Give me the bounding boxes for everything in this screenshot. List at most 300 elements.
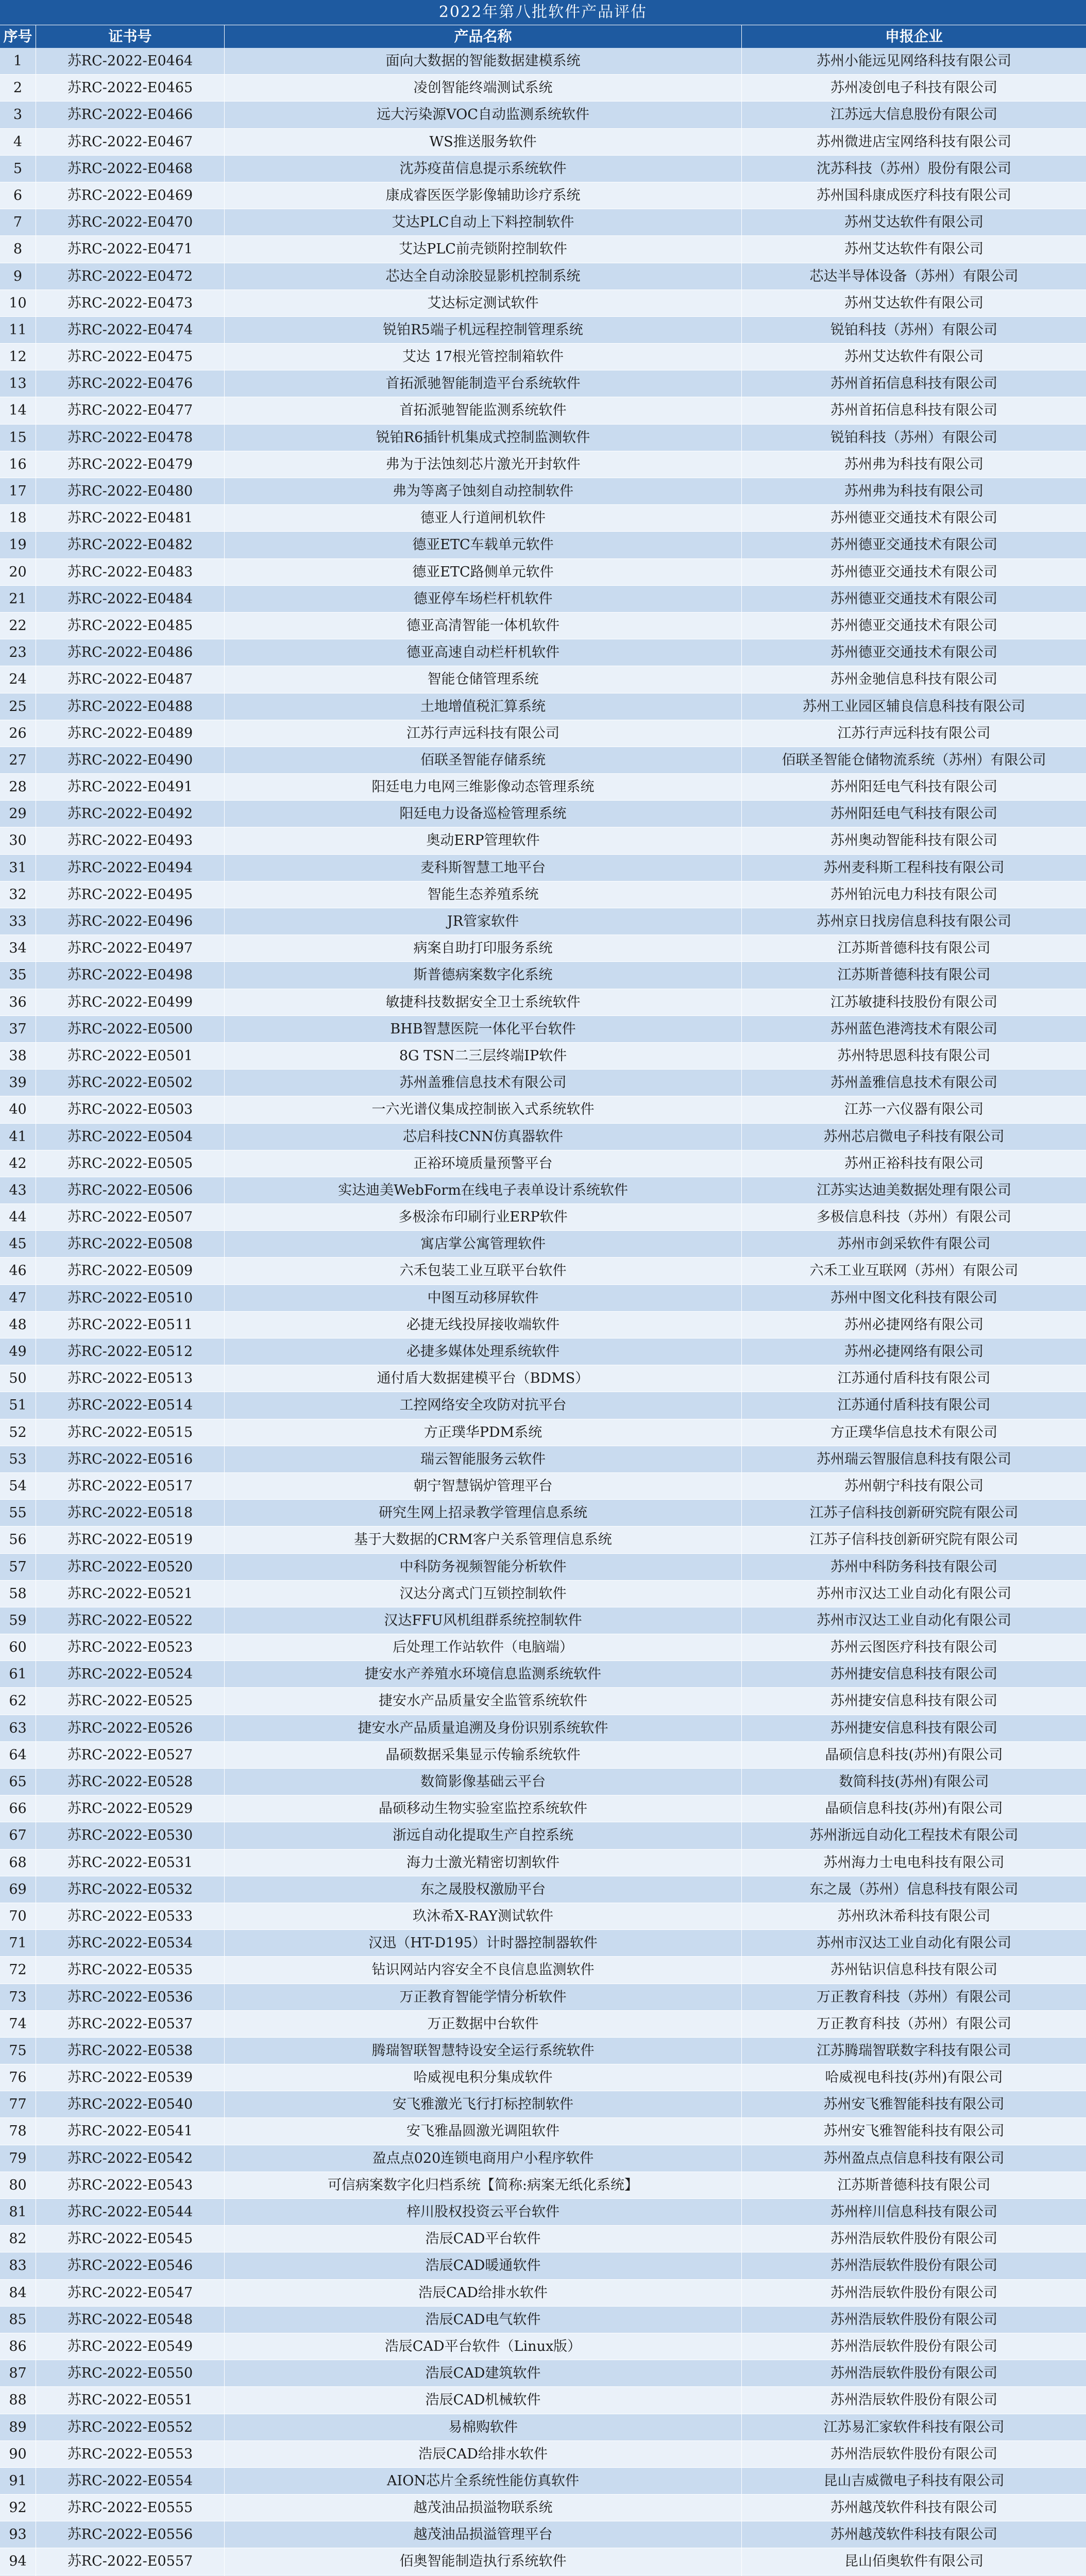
- company-name: 苏州朝宁科技有限公司: [844, 1478, 983, 1494]
- product-name: 斯普德病案数字化系统: [225, 962, 742, 988]
- row-index: 46: [0, 1258, 36, 1284]
- row-index: 37: [0, 1016, 36, 1042]
- company-name: 苏州浩辰软件股份有限公司: [830, 2446, 997, 2462]
- company-name: 苏州金驰信息科技有限公司: [830, 671, 997, 688]
- certificate-number: 苏RC-2022-E0531: [36, 1850, 225, 1876]
- row-index: 54: [0, 1473, 36, 1499]
- product-name: 必捷多媒体处理系统软件: [225, 1338, 742, 1365]
- header-product: 产品名称: [225, 25, 742, 48]
- certificate-number: 苏RC-2022-E0527: [36, 1742, 225, 1768]
- certificate-number: 苏RC-2022-E0518: [36, 1500, 225, 1526]
- table-row: [0, 2521, 1086, 2548]
- company-name: 苏州捷安信息科技有限公司: [830, 1693, 997, 1709]
- certificate-number: 苏RC-2022-E0528: [36, 1769, 225, 1795]
- product-name: 安飞雅晶圆激光调阻软件: [225, 2118, 742, 2144]
- row-index: 52: [0, 1419, 36, 1446]
- product-name: 越茂油品损溢管理平台: [225, 2521, 742, 2548]
- row-index: 43: [0, 1177, 36, 1204]
- certificate-number: 苏RC-2022-E0496: [36, 908, 225, 935]
- table-row: [0, 451, 1086, 478]
- certificate-number: 苏RC-2022-E0489: [36, 720, 225, 747]
- product-name: 易棉购软件: [225, 2414, 742, 2441]
- table-row: [0, 882, 1086, 908]
- row-index: 83: [0, 2252, 36, 2279]
- row-index: 27: [0, 747, 36, 773]
- certificate-number: 苏RC-2022-E0482: [36, 532, 225, 558]
- company-name: 苏州中科防务科技有限公司: [830, 1558, 997, 1575]
- table-row: [0, 1150, 1086, 1177]
- company-name: 数简科技(苏州)有限公司: [839, 1774, 989, 1790]
- company-name: 苏州弗为科技有限公司: [844, 483, 983, 499]
- row-index: 77: [0, 2091, 36, 2117]
- company-name: 苏州越茂软件科技有限公司: [830, 2527, 997, 2543]
- table-row: [0, 1446, 1086, 1473]
- row-index: 85: [0, 2307, 36, 2333]
- table-row: [0, 1043, 1086, 1070]
- row-index: 73: [0, 1984, 36, 2010]
- product-name: 工控网络安全攻防对抗平台: [225, 1392, 742, 1418]
- product-name: 必捷无线投屏接收端软件: [225, 1312, 742, 1338]
- table-row: [0, 1124, 1086, 1150]
- row-index: 7: [0, 209, 36, 235]
- table-row: [0, 801, 1086, 827]
- row-index: 32: [0, 882, 36, 908]
- company-name: 苏州捷安信息科技有限公司: [830, 1720, 997, 1736]
- table-row: [0, 317, 1086, 344]
- product-name: 康成睿医医学影像辅助诊疗系统: [225, 182, 742, 209]
- certificate-number: 苏RC-2022-E0500: [36, 1016, 225, 1042]
- product-name: 浩辰CAD给排水软件: [225, 2441, 742, 2467]
- certificate-number: 苏RC-2022-E0494: [36, 855, 225, 881]
- product-name: 远大污染源VOC自动监测系统软件: [225, 101, 742, 128]
- table-row: [0, 2145, 1086, 2172]
- company-name: 晶硕信息科技(苏州)有限公司: [825, 1747, 1003, 1763]
- certificate-number: 苏RC-2022-E0514: [36, 1392, 225, 1418]
- table-row: [0, 1822, 1086, 1849]
- certificate-number: 苏RC-2022-E0468: [36, 156, 225, 182]
- company-name: 苏州德亚交通技术有限公司: [830, 645, 997, 661]
- table-row: [0, 1634, 1086, 1661]
- certificate-number: 苏RC-2022-E0497: [36, 935, 225, 961]
- certificate-number: 苏RC-2022-E0533: [36, 1903, 225, 1929]
- product-name: 中科防务视频智能分析软件: [225, 1554, 742, 1580]
- table-row: [0, 1715, 1086, 1742]
- company-name: 苏州正裕科技有限公司: [844, 1155, 983, 1172]
- product-name: 土地增值税汇算系统: [225, 693, 742, 720]
- row-index: 1: [0, 48, 36, 74]
- certificate-number: 苏RC-2022-E0476: [36, 370, 225, 397]
- row-index: 25: [0, 693, 36, 720]
- table-row: [0, 1607, 1086, 1634]
- table-row: [0, 1258, 1086, 1284]
- row-index: 76: [0, 2064, 36, 2091]
- certificate-number: 苏RC-2022-E0505: [36, 1150, 225, 1177]
- table-row: [0, 236, 1086, 263]
- company-name: 江苏腾瑞智联数字科技有限公司: [817, 2042, 1011, 2059]
- row-index: 42: [0, 1150, 36, 1177]
- table-row: [0, 505, 1086, 532]
- company-name: 苏州市汉达工业自动化有限公司: [817, 1935, 1011, 1952]
- table-row: [0, 1419, 1086, 1446]
- company-name: 苏州必捷网络有限公司: [844, 1344, 983, 1360]
- company-name: 苏州艾达软件有限公司: [844, 214, 983, 231]
- company-name: 苏州铂沅电力科技有限公司: [830, 886, 997, 903]
- company-name: 苏州玖沐希科技有限公司: [837, 1908, 991, 1924]
- certificate-number: 苏RC-2022-E0529: [36, 1795, 225, 1822]
- company-name: 苏州浩辰软件股份有限公司: [830, 2231, 997, 2247]
- certificate-number: 苏RC-2022-E0520: [36, 1554, 225, 1580]
- certificate-number: 苏RC-2022-E0465: [36, 75, 225, 101]
- product-name: 海力士激光精密切割软件: [225, 1850, 742, 1876]
- company-name: 苏州小能远见网络科技有限公司: [817, 53, 1011, 69]
- product-name: 基于大数据的CRM客户关系管理信息系统: [225, 1527, 742, 1553]
- header-certificate: 证书号: [36, 25, 225, 48]
- certificate-number: 苏RC-2022-E0503: [36, 1096, 225, 1123]
- table-row: [0, 478, 1086, 505]
- row-index: 39: [0, 1070, 36, 1096]
- company-name: 方正璞华信息技术有限公司: [830, 1424, 997, 1440]
- table-row: [0, 156, 1086, 182]
- certificate-number: 苏RC-2022-E0553: [36, 2441, 225, 2467]
- table-row: [0, 855, 1086, 882]
- table-row: [0, 2252, 1086, 2279]
- table-row: [0, 2468, 1086, 2495]
- product-name: 首拓派驰智能监测系统软件: [225, 397, 742, 423]
- company-name: 苏州必捷网络有限公司: [844, 1316, 983, 1333]
- company-name: 芯达半导体设备（苏州）有限公司: [809, 268, 1019, 284]
- table-row: [0, 693, 1086, 720]
- row-index: 84: [0, 2280, 36, 2306]
- company-name: 江苏实达迪美数据处理有限公司: [817, 1182, 1011, 1198]
- row-index: 50: [0, 1365, 36, 1392]
- product-name: 浩辰CAD平台软件: [225, 2226, 742, 2252]
- company-name: 苏州浩辰软件股份有限公司: [830, 2338, 997, 2354]
- table-row: [0, 1769, 1086, 1795]
- row-index: 41: [0, 1124, 36, 1150]
- company-name: 苏州蓝色港湾技术有限公司: [830, 1021, 997, 1037]
- row-index: 80: [0, 2172, 36, 2198]
- row-index: 3: [0, 101, 36, 128]
- certificate-number: 苏RC-2022-E0508: [36, 1231, 225, 1257]
- company-name: 苏州安飞雅智能科技有限公司: [823, 2096, 1005, 2113]
- row-index: 58: [0, 1581, 36, 1607]
- company-name: 苏州浩辰软件股份有限公司: [830, 2284, 997, 2301]
- product-name: 佰奥智能制造执行系统软件: [225, 2548, 742, 2574]
- product-name: 研究生网上招录教学管理信息系统: [225, 1500, 742, 1526]
- certificate-number: 苏RC-2022-E0519: [36, 1527, 225, 1553]
- company-name: 苏州艾达软件有限公司: [844, 349, 983, 365]
- product-name: 浩辰CAD平台软件（Linux版）: [225, 2333, 742, 2360]
- row-index: 59: [0, 1607, 36, 1634]
- company-name: 万正教育科技（苏州）有限公司: [817, 2015, 1011, 2032]
- certificate-number: 苏RC-2022-E0523: [36, 1634, 225, 1660]
- certificate-number: 苏RC-2022-E0507: [36, 1204, 225, 1230]
- company-name: 江苏易汇家软件科技有限公司: [823, 2419, 1005, 2435]
- row-index: 11: [0, 317, 36, 343]
- company-name: 多极信息科技（苏州）有限公司: [817, 1209, 1011, 1226]
- row-index: 2: [0, 75, 36, 101]
- company-name: 苏州安飞雅智能科技有限公司: [823, 2123, 1005, 2140]
- row-index: 17: [0, 478, 36, 504]
- row-index: 48: [0, 1312, 36, 1338]
- certificate-number: 苏RC-2022-E0550: [36, 2360, 225, 2386]
- table-row: [0, 1177, 1086, 1204]
- row-index: 45: [0, 1231, 36, 1257]
- company-name: 苏州钻识信息科技有限公司: [830, 1962, 997, 1978]
- row-index: 20: [0, 559, 36, 585]
- company-name: 哈威视电科技(苏州)有限公司: [825, 2070, 1003, 2086]
- table-row: [0, 2011, 1086, 2038]
- certificate-number: 苏RC-2022-E0484: [36, 586, 225, 612]
- certificate-number: 苏RC-2022-E0474: [36, 317, 225, 343]
- row-index: 31: [0, 855, 36, 881]
- table-row: [0, 2199, 1086, 2226]
- table-row: [0, 2172, 1086, 2199]
- certificate-number: 苏RC-2022-E0535: [36, 1957, 225, 1983]
- table-title: 2022年第八批软件产品评估: [0, 0, 1086, 25]
- certificate-number: 苏RC-2022-E0480: [36, 478, 225, 504]
- row-index: 47: [0, 1285, 36, 1311]
- table-row: [0, 1527, 1086, 1553]
- table-row: [0, 747, 1086, 774]
- table-row: [0, 989, 1086, 1016]
- row-index: 44: [0, 1204, 36, 1230]
- product-name: 梓川股权投资云平台软件: [225, 2199, 742, 2225]
- product-name: JR管家软件: [225, 908, 742, 935]
- product-name: 浩辰CAD机械软件: [225, 2387, 742, 2413]
- product-name: 浩辰CAD暖通软件: [225, 2252, 742, 2279]
- certificate-number: 苏RC-2022-E0504: [36, 1124, 225, 1150]
- certificate-number: 苏RC-2022-E0538: [36, 2038, 225, 2064]
- product-name: 钻识网站内容安全不良信息监测软件: [225, 1957, 742, 1983]
- table-row: [0, 2414, 1086, 2441]
- table-row: [0, 2441, 1086, 2468]
- table-row: [0, 2038, 1086, 2064]
- certificate-number: 苏RC-2022-E0539: [36, 2064, 225, 2091]
- table-row: [0, 1876, 1086, 1903]
- certificate-number: 苏RC-2022-E0512: [36, 1338, 225, 1365]
- table-row: [0, 1795, 1086, 1822]
- product-name: 通付盾大数据建模平台（BDMS）: [225, 1365, 742, 1392]
- product-name: 方正璞华PDM系统: [225, 1419, 742, 1446]
- certificate-number: 苏RC-2022-E0552: [36, 2414, 225, 2441]
- table-row: [0, 774, 1086, 801]
- company-name: 苏州浩辰软件股份有限公司: [830, 2311, 997, 2328]
- certificate-number: 苏RC-2022-E0509: [36, 1258, 225, 1284]
- product-name: 锐铂R5端子机远程控制管理系统: [225, 317, 742, 343]
- company-name: 锐铂科技（苏州）有限公司: [830, 429, 997, 446]
- table-row: [0, 1688, 1086, 1715]
- company-name: 江苏通付盾科技有限公司: [837, 1370, 991, 1387]
- certificate-number: 苏RC-2022-E0551: [36, 2387, 225, 2413]
- row-index: 9: [0, 263, 36, 290]
- certificate-number: 苏RC-2022-E0495: [36, 882, 225, 908]
- row-index: 24: [0, 666, 36, 692]
- company-name: 沈苏科技（苏州）股份有限公司: [817, 160, 1011, 177]
- product-name: 苏州盖雅信息技术有限公司: [225, 1070, 742, 1096]
- company-name: 苏州京日找房信息科技有限公司: [817, 913, 1011, 929]
- table-row: [0, 586, 1086, 613]
- company-name: 苏州德亚交通技术有限公司: [830, 564, 997, 580]
- company-name: 苏州德亚交通技术有限公司: [830, 590, 997, 607]
- product-name: 捷安水产品质量追溯及身份识别系统软件: [225, 1715, 742, 1741]
- company-name: 苏州浙远自动化工程技术有限公司: [809, 1827, 1019, 1844]
- company-name: 苏州阳廷电气科技有限公司: [830, 779, 997, 795]
- certificate-number: 苏RC-2022-E0501: [36, 1043, 225, 1069]
- product-name: 玖沐希X-RAY测试软件: [225, 1903, 742, 1929]
- company-name: 江苏斯普德科技有限公司: [837, 967, 991, 984]
- certificate-number: 苏RC-2022-E0515: [36, 1419, 225, 1446]
- certificate-number: 苏RC-2022-E0517: [36, 1473, 225, 1499]
- certificate-number: 苏RC-2022-E0544: [36, 2199, 225, 2225]
- certificate-number: 苏RC-2022-E0472: [36, 263, 225, 290]
- product-name: 德亚停车场栏杆机软件: [225, 586, 742, 612]
- row-index: 51: [0, 1392, 36, 1418]
- row-index: 16: [0, 451, 36, 478]
- row-index: 69: [0, 1876, 36, 1903]
- certificate-number: 苏RC-2022-E0478: [36, 425, 225, 451]
- product-name: 沈苏疫苗信息提示系统软件: [225, 156, 742, 182]
- certificate-number: 苏RC-2022-E0475: [36, 344, 225, 370]
- product-name: AION芯片全系统性能仿真软件: [225, 2468, 742, 2494]
- row-index: 6: [0, 182, 36, 209]
- company-name: 苏州艾达软件有限公司: [844, 241, 983, 258]
- row-index: 38: [0, 1043, 36, 1069]
- row-index: 64: [0, 1742, 36, 1768]
- certificate-number: 苏RC-2022-E0548: [36, 2307, 225, 2333]
- row-index: 36: [0, 989, 36, 1015]
- product-name: 哈威视电积分集成软件: [225, 2064, 742, 2091]
- table-row: [0, 639, 1086, 666]
- table-row: [0, 397, 1086, 424]
- company-name: 苏州特思恩科技有限公司: [837, 1047, 991, 1064]
- table-row: [0, 1392, 1086, 1419]
- table-row: [0, 666, 1086, 693]
- row-index: 14: [0, 397, 36, 423]
- table-row: [0, 1312, 1086, 1338]
- certificate-number: 苏RC-2022-E0543: [36, 2172, 225, 2198]
- product-name: 8G TSN二三层终端IP软件: [225, 1043, 742, 1069]
- product-name: 瑞云智能服务云软件: [225, 1446, 742, 1472]
- certificate-number: 苏RC-2022-E0473: [36, 290, 225, 316]
- product-name: 智能仓储管理系统: [225, 666, 742, 692]
- product-name: 晶硕数据采集显示传输系统软件: [225, 1742, 742, 1768]
- product-name: 越茂油品损溢物联系统: [225, 2495, 742, 2521]
- row-index: 74: [0, 2011, 36, 2037]
- row-index: 29: [0, 801, 36, 827]
- certificate-number: 苏RC-2022-E0493: [36, 827, 225, 854]
- table-row: [0, 290, 1086, 317]
- table-row: [0, 2548, 1086, 2575]
- table-row: [0, 425, 1086, 451]
- row-index: 72: [0, 1957, 36, 1983]
- product-name: 捷安水产品质量安全监管系统软件: [225, 1688, 742, 1714]
- product-name: 正裕环境质量预警平台: [225, 1150, 742, 1177]
- company-name: 江苏子信科技创新研究院有限公司: [809, 1532, 1019, 1548]
- certificate-number: 苏RC-2022-E0481: [36, 505, 225, 531]
- company-name: 苏州弗为科技有限公司: [844, 456, 983, 472]
- company-name: 苏州梓川信息科技有限公司: [830, 2204, 997, 2220]
- certificate-number: 苏RC-2022-E0471: [36, 236, 225, 262]
- product-name: 汉迅（HT-D195）计时器控制器软件: [225, 1930, 742, 1956]
- certificate-number: 苏RC-2022-E0537: [36, 2011, 225, 2037]
- table-row: [0, 1984, 1086, 2011]
- row-index: 56: [0, 1527, 36, 1553]
- company-name: 江苏子信科技创新研究院有限公司: [809, 1505, 1019, 1521]
- product-name: WS推送服务软件: [225, 129, 742, 155]
- product-name: 首拓派驰智能制造平台系统软件: [225, 370, 742, 397]
- table-row: [0, 2495, 1086, 2521]
- product-name: 安飞雅激光飞行打标控制软件: [225, 2091, 742, 2117]
- certificate-number: 苏RC-2022-E0483: [36, 559, 225, 585]
- certificate-number: 苏RC-2022-E0530: [36, 1822, 225, 1849]
- row-index: 55: [0, 1500, 36, 1526]
- company-name: 苏州越茂软件科技有限公司: [830, 2500, 997, 2516]
- company-name: 江苏一六仪器有限公司: [844, 1101, 983, 1118]
- company-name: 苏州盈点点信息科技有限公司: [823, 2150, 1005, 2166]
- company-name: 江苏敏捷科技股份有限公司: [830, 994, 997, 1010]
- product-name: 德亚高清智能一体机软件: [225, 613, 742, 639]
- product-name: 后处理工作站软件（电脑端）: [225, 1634, 742, 1660]
- table-row: [0, 2280, 1086, 2307]
- row-index: 70: [0, 1903, 36, 1929]
- row-index: 23: [0, 639, 36, 666]
- product-name: 凌创智能终端测试系统: [225, 75, 742, 101]
- certificate-number: 苏RC-2022-E0542: [36, 2145, 225, 2172]
- product-name: 东之晟股权激励平台: [225, 1876, 742, 1903]
- company-name: 苏州中图文化科技有限公司: [830, 1290, 997, 1306]
- table-row: [0, 209, 1086, 236]
- product-name: 浙远自动化提取生产自控系统: [225, 1822, 742, 1849]
- row-index: 4: [0, 129, 36, 155]
- row-index: 30: [0, 827, 36, 854]
- product-name: 江苏行声远科技有限公司: [225, 720, 742, 747]
- row-index: 90: [0, 2441, 36, 2467]
- company-name: 万正教育科技（苏州）有限公司: [817, 1989, 1011, 2005]
- product-name: 麦科斯智慧工地平台: [225, 855, 742, 881]
- certificate-number: 苏RC-2022-E0545: [36, 2226, 225, 2252]
- certificate-number: 苏RC-2022-E0467: [36, 129, 225, 155]
- certificate-number: 苏RC-2022-E0490: [36, 747, 225, 773]
- row-index: 89: [0, 2414, 36, 2441]
- row-index: 60: [0, 1634, 36, 1660]
- certificate-number: 苏RC-2022-E0491: [36, 774, 225, 800]
- row-index: 40: [0, 1096, 36, 1123]
- row-index: 33: [0, 908, 36, 935]
- certificate-number: 苏RC-2022-E0521: [36, 1581, 225, 1607]
- certificate-number: 苏RC-2022-E0470: [36, 209, 225, 235]
- table-row: [0, 1473, 1086, 1500]
- company-name: 苏州首拓信息科技有限公司: [830, 376, 997, 392]
- company-name: 苏州德亚交通技术有限公司: [830, 537, 997, 553]
- company-name: 苏州凌创电子科技有限公司: [830, 80, 997, 96]
- product-name: 艾达标定测试软件: [225, 290, 742, 316]
- product-name: 寓店掌公寓管理软件: [225, 1231, 742, 1257]
- table-row: [0, 1581, 1086, 1607]
- table-row: [0, 1930, 1086, 1957]
- row-index: 71: [0, 1930, 36, 1956]
- row-index: 28: [0, 774, 36, 800]
- company-name: 佰联圣智能仓储物流系统（苏州）有限公司: [782, 752, 1046, 768]
- table-row: [0, 1204, 1086, 1231]
- table-row: [0, 935, 1086, 962]
- table-row: [0, 2091, 1086, 2118]
- product-name: 多极涂布印刷行业ERP软件: [225, 1204, 742, 1230]
- company-name: 苏州首拓信息科技有限公司: [830, 402, 997, 419]
- product-name: 面向大数据的智能数据建模系统: [225, 48, 742, 74]
- row-index: 86: [0, 2333, 36, 2360]
- company-name: 苏州云图医疗科技有限公司: [830, 1639, 997, 1656]
